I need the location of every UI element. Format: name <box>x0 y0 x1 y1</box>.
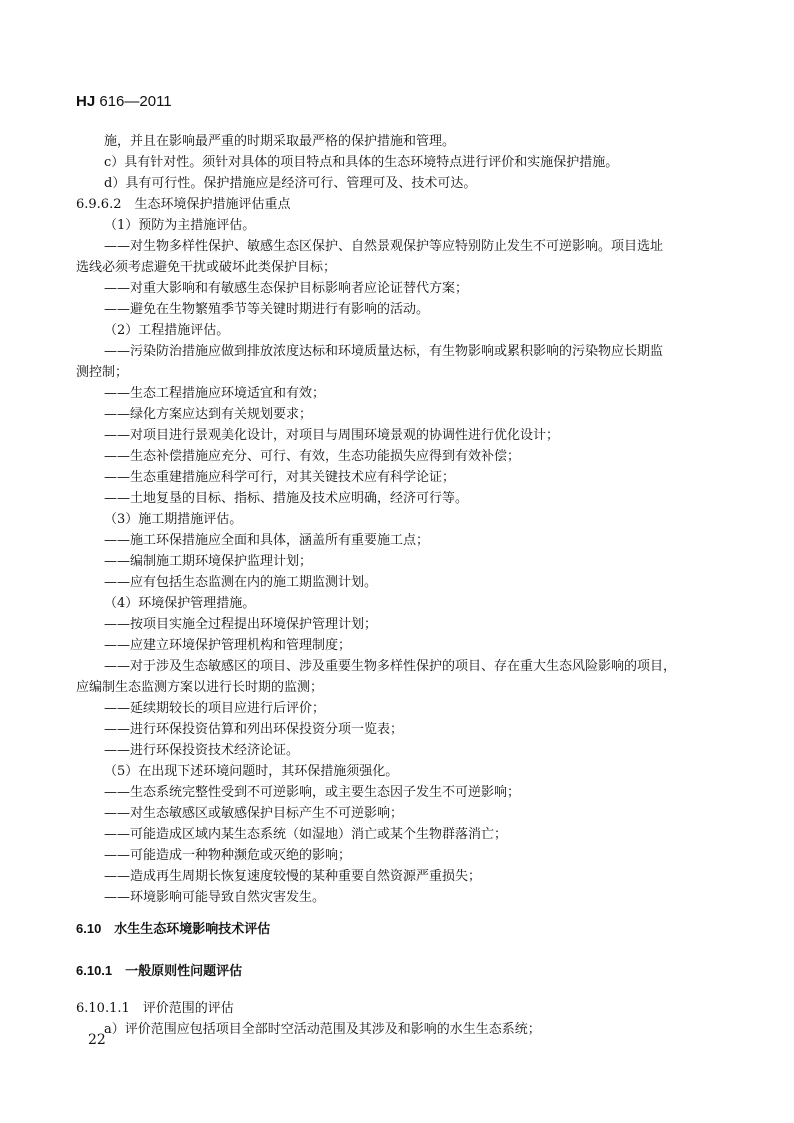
paragraph-line: ——对于涉及生态敏感区的项目、涉及重要生物多样性保护的项目、存在重大生态风险影响的项目， <box>104 659 677 674</box>
paragraph-line: ——进行环保投资技术经济论证。 <box>104 743 300 758</box>
paragraph-line: ——生态工程措施应环境适宜和有效； <box>104 386 326 401</box>
paragraph-line: ——环境影响可能导致自然灾害发生。 <box>104 890 326 905</box>
section-heading: 6.10 水生生态环境影响技术评估 <box>76 921 271 936</box>
page-number: 22 <box>88 1032 106 1048</box>
paragraph-line: ——绿化方案应达到有关规划要求； <box>104 407 313 422</box>
section-heading: 6.9.6.2 生态环境保护措施评估重点 <box>76 197 291 212</box>
paragraph-line: ——延续期较长的项目应进行后评价； <box>104 701 326 716</box>
paragraph-line: （4）环境保护管理措施。 <box>104 596 256 611</box>
paragraph-line: 施，并且在影响最严重的时期采取最严格的保护措施和管理。 <box>104 134 456 149</box>
paragraph-line: （3）施工期措施评估。 <box>104 512 243 527</box>
paragraph-line: ——施工环保措施应全面和具体，涵盖所有重要施工点； <box>104 533 430 548</box>
paragraph-line: ——对重大影响和有敏感生态保护目标影响者应论证替代方案； <box>104 281 469 296</box>
paragraph-line: ——按项目实施全过程提出环境保护管理计划； <box>104 617 378 632</box>
paragraph-line: 选线必须考虑避免干扰或破坏此类保护目标； <box>76 260 337 275</box>
paragraph-line: （2）工程措施评估。 <box>104 323 230 338</box>
paragraph-line: d）具有可行性。保护措施应是经济可行、管理可及、技术可达。 <box>104 176 477 191</box>
paragraph-line: a）评价范围应包括项目全部时空活动范围及其涉及和影响的水生生态系统； <box>104 1022 541 1037</box>
paragraph-line: 测控制； <box>76 365 129 380</box>
paragraph-line: ——生态重建措施应科学可行，对其关键技术应有科学论证； <box>104 470 456 485</box>
paragraph-line: ——避免在生物繁殖季节等关键时期进行有影响的活动。 <box>104 302 430 317</box>
paragraph-line: ——可能造成一种物种濒危或灭绝的影响； <box>104 848 352 863</box>
paragraph-line: ——生态补偿措施应充分、可行、有效，生态功能损失应得到有效补偿； <box>104 449 521 464</box>
paragraph-line: ——可能造成区域内某生态系统（如湿地）消亡或某个生物群落消亡； <box>104 827 508 842</box>
paragraph-line: ——对生物多样性保护、敏感生态区保护、自然景观保护等应特别防止发生不可逆影响。项目选址 <box>104 239 664 254</box>
paragraph-line: ——造成再生周期长恢复速度较慢的某种重要自然资源严重损失； <box>104 869 482 884</box>
paragraph-line: ——编制施工期环境保护监理计划； <box>104 554 313 569</box>
section-heading: 6.10.1.1 评价范围的评估 <box>76 1001 234 1016</box>
paragraph-line: ——对生态敏感区或敏感保护目标产生不可逆影响； <box>104 806 404 821</box>
paragraph-line: ——污染防治措施应做到排放浓度达标和环境质量达标，有生物影响或累积影响的污染物应长期监 <box>104 344 664 359</box>
paragraph-line: ——应建立环境保护管理机构和管理制度； <box>104 638 352 653</box>
paragraph-line: （1）预防为主措施评估。 <box>104 218 256 233</box>
paragraph-line: 应编制生态监测方案以进行长时期的监测； <box>76 680 324 695</box>
standard-code: HJ <box>76 93 96 110</box>
paragraph-line: ——进行环保投资估算和列出环保投资分项一览表； <box>104 722 404 737</box>
document-body <box>76 131 718 1040</box>
paragraph-line: ——土地复垦的目标、指标、措施及技术应明确，经济可行等。 <box>104 491 469 506</box>
section-heading: 6.10.1 一般原则性问题评估 <box>76 963 243 978</box>
paragraph-line: （5）在出现下述环境问题时，其环保措施须强化。 <box>104 764 399 779</box>
paragraph-line: ——对项目进行景观美化设计，对项目与周围环境景观的协调性进行优化设计； <box>104 428 560 443</box>
paragraph-line: c）具有针对性。须针对具体的项目特点和具体的生态环境特点进行评价和实施保护措施。 <box>104 155 619 170</box>
paragraph-line: ——生态系统完整性受到不可逆影响，或主要生态因子发生不可逆影响； <box>104 785 521 800</box>
standard-number: 616—2011 <box>95 93 172 110</box>
document-header <box>76 93 172 110</box>
paragraph-line: ——应有包括生态监测在内的施工期监测计划。 <box>104 575 378 590</box>
